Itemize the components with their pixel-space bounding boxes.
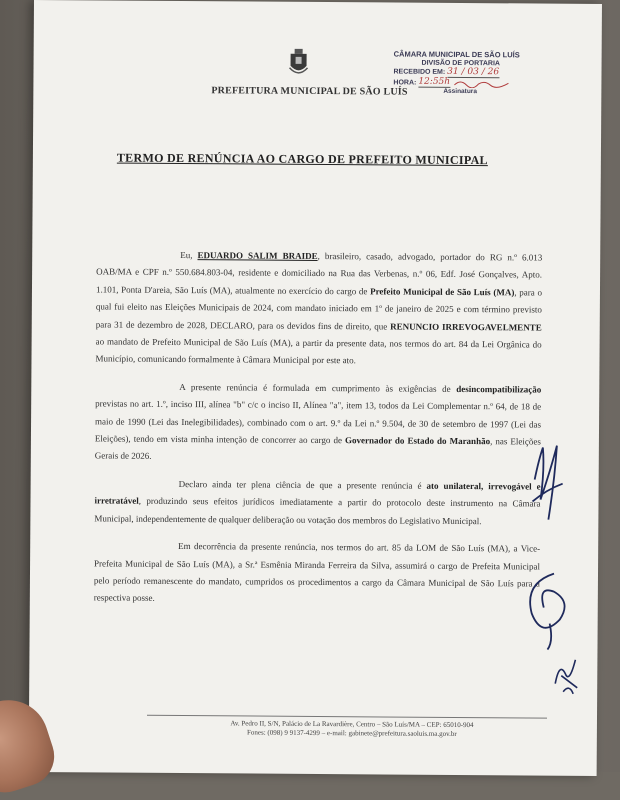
desincompatibilization-term: desincompatibilização [456,383,542,395]
handwritten-initials-2 [551,654,581,698]
paragraph-3 [94,475,540,530]
footer-address: Av. Pedro II, S/N, Palácio de La Ravardière, Centro – São Luís/MA – CEP: 65010-904 [230,719,474,730]
p3-text-a: Declaro ainda ter plena ciência de que a presente renúncia é [178,478,427,491]
stamp-signature-scribble [452,77,512,87]
document-page [29,0,602,776]
p1-text-a: Eu, [180,250,198,261]
document-footer [167,719,537,740]
p3-text-b: , produzindo seus efeitos jurídicos imediatamente a partir do protocolo deste instrumento na Câmara Municipal, independentemente de qualquer deliberação ou votação dos membros do Legislativo Municipal. [94,496,541,526]
paragraph-2 [95,378,542,468]
p1-text-c: , para o qual fui eleito nas Eleições Municipais de 2024, com mandato iniciado em 1º de janeiro de 2025 e com término previsto para 31 de dezembro de 2028, DECLARO, para os devidos fins de direito, que [95,287,543,332]
p2-text-b: previstas no art. 1.º, inciso III, alínea "b" c/c o inciso II, Alínea "a", item 13, todos da Lei Complementar n.º 64, de 18 de maio de 1990 (Lei das Inelegibilidades), combinado com o art. 9.º da Lei n.º 9.504, de 30 de setembro de 1997 (Lei das Eleições), tendo em vista minha intenção de concorrer ao cargo de [94,398,542,446]
stamp-received-label: RECEBIDO EM: [393,68,446,76]
p1-text-d: ao mandato de Prefeito Municipal de São Luís (MA), a partir da presente data, nos termos do art. 84 da Lei Orgânica do Município, comunicando formalmente à Câmara Municipal por este ato. [95,336,542,366]
stamp-signature-label: Assinatura [443,87,478,95]
signatory-name: EDUARDO SALIM BRAIDE [197,250,318,261]
stamp-chamber-name: CÂMARA MUNICIPAL DE SÃO LUÍS [393,49,520,60]
p2-text-a: A presente renúncia é formulada em cumprimento às exigências de [179,381,457,394]
paragraph-4: Em decorrência da presente renúncia, nos termos do art. 85 da LOM de São Luís (MA), a Vice-Prefeita Municipal de São Luís (MA), a Sr.ª Esmênia Miranda Ferreira da Silva, assumirá o cargo de Prefeita Municipal pelo período remanescente do mandato, cumpridos os procedimentos a cargo da Câmara Municipal de São Luís para a respectiva posse. [93,541,541,604]
stamp-time-value: 12:55h [418,77,451,88]
unilateral-term: ato unilateral, irrevogável e irretratável [94,480,541,507]
document-title: TERMO DE RENÚNCIA AO CARGO DE PREFEITO MUNICIPAL [116,150,488,168]
stamp-time-label: HORA: [393,78,417,87]
paragraph-1 [95,246,542,371]
reception-stamp [393,51,561,98]
stamp-received-date: 31 / 03 / 26 [447,66,500,78]
coat-of-arms-icon [287,48,309,78]
stamp-time-row [393,77,561,89]
stamp-division: DIVISÃO DE PORTARIA [421,59,501,67]
intended-office: Governador do Estado do Maranhão [344,435,491,447]
office-held: Prefeito Municipal de São Luís (MA) [370,286,515,298]
footer-contact: Fones: (098) 9 9137-4299 – e-mail: gabinete@prefeitura.saoluis.ma.gov.br [246,728,457,738]
footer-divider [147,715,547,719]
handwritten-initials-1 [528,439,565,529]
handwritten-signature [513,563,584,653]
p1-text-b: , brasileiro, casado, advogado, portador do RG n.º 6.013 OAB/MA e CPF n.º 550.684.803-04, residente e domiciliado na Rua das Verbenas, n.º 06, Edf. José Gonçalves, Apto. 1.101, Ponta D'areia, São Luís (MA), atualmente no exercício do cargo de [95,250,543,297]
renunciation-declaration: RENUNCIO IRREVOGAVELMENTE [390,321,542,333]
document-body [94,246,543,620]
p2-text-c: , nas Eleições Gerais de 2026. [94,436,541,462]
institution-name: PREFEITURA MUNICIPAL DE SÃO LUÍS [211,85,408,98]
